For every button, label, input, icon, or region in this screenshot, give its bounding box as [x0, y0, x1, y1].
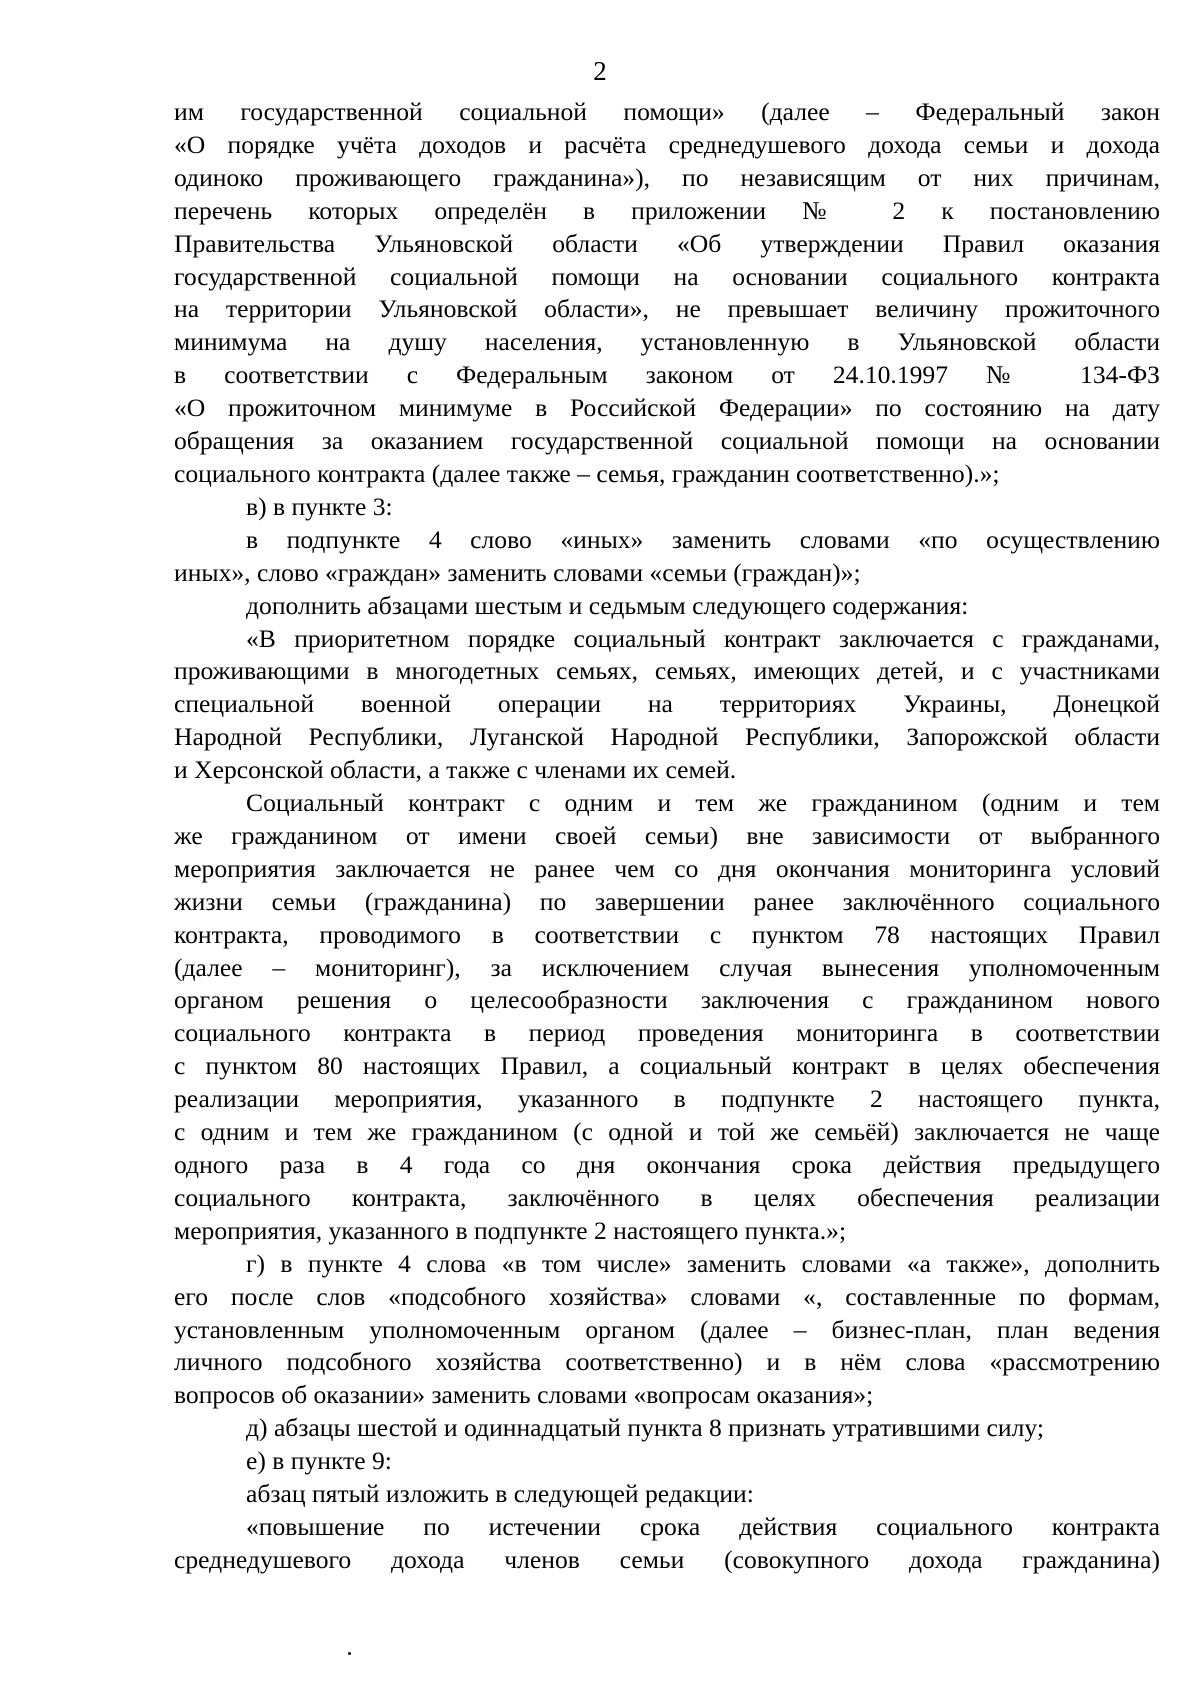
page-number: 2 [593, 56, 607, 86]
text-line: «О порядке учёта доходов и расчёта среднедушевого дохода семьи и дохода [174, 129, 1160, 159]
text-line: «повышение по истечении срока действия социального контракта [246, 1511, 1160, 1541]
text-line: специальной военной операции на территориях Украины, Донецкой [174, 689, 1160, 719]
text-line: одного раза в 4 года со дня окончания срока действия предыдущего [174, 1150, 1160, 1179]
text-line: в подпункте 4 слово «иных» заменить словами «по осуществлению [246, 524, 1160, 554]
text-line: Социальный контракт с одним и тем же гражданином (одним и тем [246, 788, 1160, 818]
text-line: иных», слово «граждан» заменить словами «семьи (граждан)»; [174, 557, 861, 587]
text-line: Правительства Ульяновской области «Об утверждении Правил оказания [174, 228, 1160, 258]
text-line: реализации мероприятия, указанного в подпункте 2 настоящего пункта, [174, 1084, 1160, 1114]
text-line: с пунктом 80 настоящих Правил, а социальный контракт в целях обеспечения [174, 1051, 1160, 1081]
text-line: одиноко проживающего гражданина»), по независящим от них причинам, [174, 162, 1160, 192]
text-line: государственной социальной помощи на основании социального контракта [174, 261, 1160, 291]
text-line: абзац пятый изложить в следующей редакции: [246, 1479, 754, 1509]
text-line: жизни семьи (гражданина) по завершении ранее заключённого социального [174, 886, 1160, 916]
text-line: с одним и тем же гражданином (с одной и той же семьёй) заключается не чаще [174, 1117, 1160, 1147]
text-line: и Херсонской области, а также с членами их семей. [174, 755, 737, 785]
text-line: его после слов «подсобного хозяйства» словами «, составленные по формам, [174, 1281, 1160, 1311]
text-line: им государственной социальной помощи» (далее – Федеральный закон [174, 97, 1160, 126]
text-line: установленным уполномоченным органом (далее – бизнес-план, план ведения [174, 1314, 1160, 1344]
text-line: мероприятия заключается не ранее чем со дня окончания мониторинга условий [174, 853, 1160, 883]
text-line: мероприятия, указанного в подпункте 2 настоящего пункта.»; [174, 1215, 847, 1245]
text-line: проживающими в многодетных семьях, семьях, имеющих детей, и с участниками [174, 656, 1160, 686]
text-line: минимума на душу населения, установленную в Ульяновской области [174, 327, 1160, 357]
text-line: в) в пункте 3: [246, 491, 393, 521]
text-line: на территории Ульяновской области», не превышает величину прожиточного [174, 294, 1160, 324]
text-line: (далее – мониторинг), за исключением случая вынесения уполномоченным [174, 952, 1160, 982]
text-line: же гражданином от имени своей семьи) вне зависимости от выбранного [174, 820, 1160, 850]
text-line: «В приоритетном порядке социальный контракт заключается с гражданами, [246, 623, 1160, 653]
scan-speck [348, 1652, 351, 1655]
text-line: д) абзацы шестой и одиннадцатый пункта 8 признать утратившими силу; [246, 1413, 1044, 1443]
text-line: социального контракта (далее также – семья, гражданин соответственно).»; [174, 458, 1000, 488]
text-line: е) в пункте 9: [246, 1446, 392, 1476]
text-line: «О прожиточном минимуме в Российской Федерации» по состоянию на дату [174, 393, 1160, 423]
text-line: вопросов об оказании» заменить словами «вопросам оказания»; [174, 1380, 874, 1410]
text-line: личного подсобного хозяйства соответственно) и в нём слова «рассмотрению [174, 1347, 1160, 1377]
text-line: социального контракта, заключённого в целях обеспечения реализации [174, 1182, 1160, 1212]
text-line: среднедушевого дохода членов семьи (совокупного дохода гражданина) [174, 1544, 1160, 1574]
text-line: Народной Республики, Луганской Народной Республики, Запорожской области [174, 722, 1160, 752]
text-line: обращения за оказанием государственной социальной помощи на основании [174, 426, 1160, 456]
text-line: контракта, проводимого в соответствии с пунктом 78 настоящих Правил [174, 919, 1160, 949]
text-line: перечень которых определён в приложении № 2 к постановлению [174, 195, 1160, 225]
text-line: дополнить абзацами шестым и седьмым следующего содержания: [246, 590, 969, 620]
document-body [174, 96, 1160, 1577]
text-line: социального контракта в период проведения мониторинга в соответствии [174, 1018, 1160, 1048]
text-line: в соответствии с Федеральным законом от 24.10.1997 № 134-ФЗ [174, 360, 1160, 390]
text-line: органом решения о целесообразности заключения с гражданином нового [174, 985, 1160, 1015]
text-line: г) в пункте 4 слова «в том числе» заменить словами «а также», дополнить [246, 1248, 1160, 1278]
